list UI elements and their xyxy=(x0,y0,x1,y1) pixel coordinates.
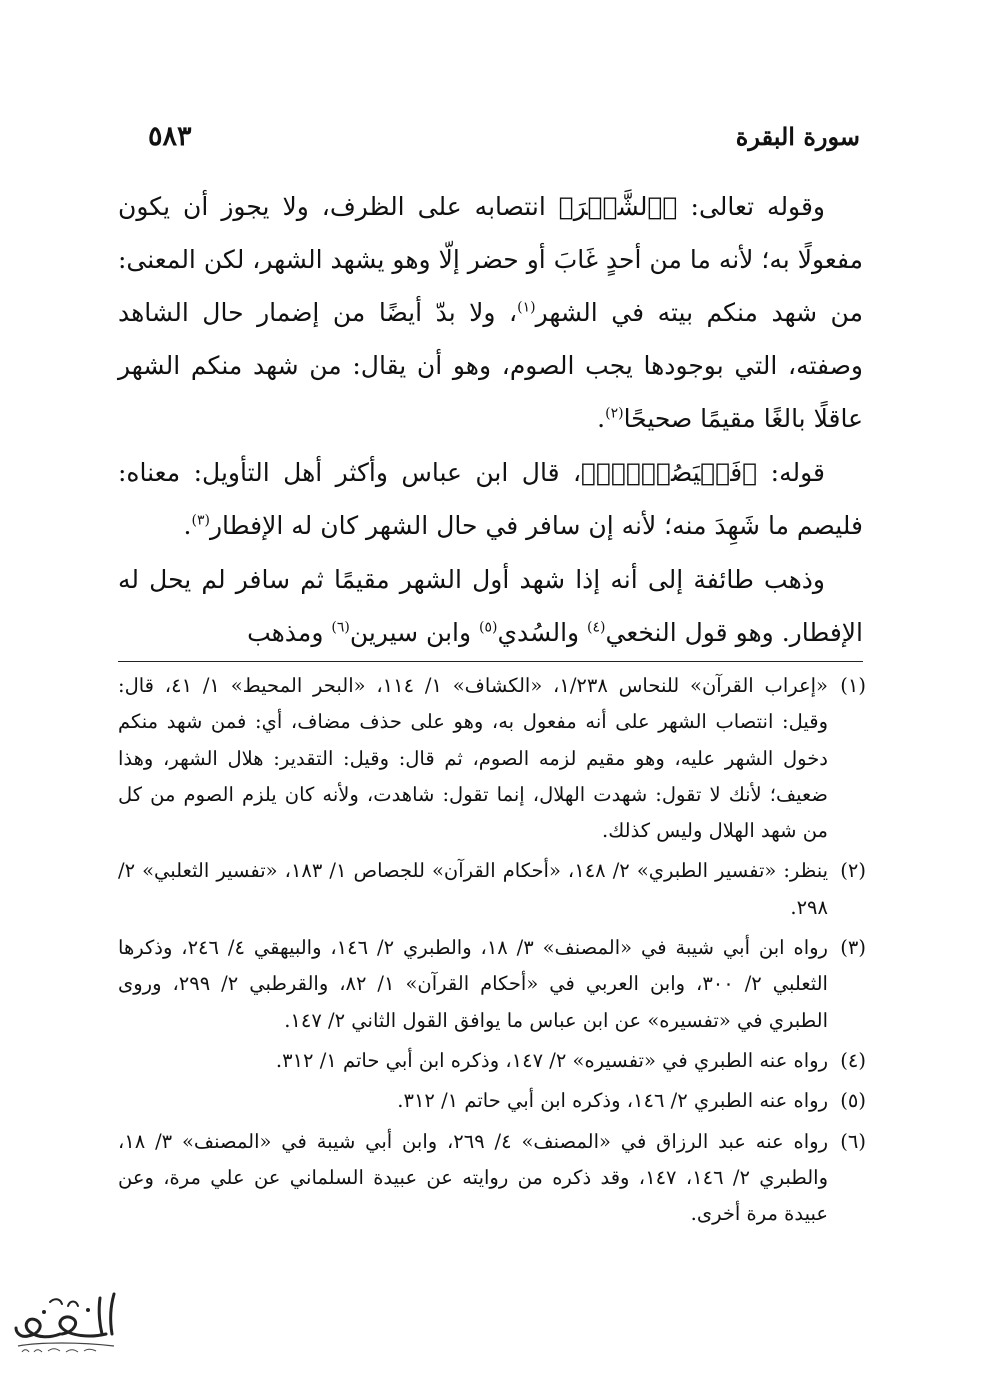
footnote-6 xyxy=(118,1124,866,1233)
paragraph-1-text-c: . xyxy=(597,404,606,433)
paragraph-1 xyxy=(118,180,863,445)
paragraph-2-text-a: قوله: ﴿فَلۡيَصُمۡهُۖ﴾، قال ابن عباس وأكثر أهل التأويل: معناه: فليصم ما شَهِدَ منه؛ لأنه إن سافر في حال الشهر كان له الإفطار xyxy=(118,458,863,540)
footnote-ref-3: (٣) xyxy=(191,512,210,529)
footnote-divider xyxy=(118,661,863,662)
publisher-logo-icon xyxy=(10,1288,120,1358)
footnote-number: (١) xyxy=(840,674,866,697)
paragraph-2 xyxy=(118,446,863,552)
main-text xyxy=(118,180,863,659)
footnote-ref-6: (٦) xyxy=(331,619,350,636)
footnote-ref-2: (٢) xyxy=(605,405,624,422)
footnote-ref-5: (٥) xyxy=(479,619,498,636)
footnote-3 xyxy=(118,930,866,1039)
footnote-2 xyxy=(118,853,866,926)
paragraph-3-text-b: والسُدي xyxy=(497,618,588,647)
paragraph-1-text-b: ، ولا بدّ أيضًا من إضمار حال الشاهد وصفته، التي بوجودها يجب الصوم، وهو أن يقال: من شهد منكم الشهر عاقلًا بالغًا مقيمًا صحيحًا xyxy=(118,298,863,433)
footnote-text: رواه عنه الطبري في «تفسيره» ٢/ ١٤٧، وذكره ابن أبي حاتم ١/ ٣١٢. xyxy=(275,1048,828,1072)
footnote-text: رواه عنه الطبري ٢/ ١٤٦، وذكره ابن أبي حاتم ١/ ٣١٢. xyxy=(397,1089,828,1113)
footnote-number: (٥) xyxy=(840,1089,866,1113)
footnote-text: رواه ابن أبي شيبة في «المصنف» ٣/ ١٨، والطبري ٢/ ١٤٦، والبيهقي ٤/ ٢٤٦، وذكرها الثعلبي ٢/ ٣٠٠، وابن العربي في «أحكام القرآن» ١/ ٨٢، والقرطبي ٢/ ٢٩٩، وروى الطبري في «تفسيره» عن ابن عباس ما يوافق القول الثاني ٢/ ١٤٧. xyxy=(118,936,828,1032)
paragraph-3-text-a: وذهب طائفة إلى أنه إذا شهد أول الشهر مقيمًا ثم سافر لم يحل له الإفطار. وهو قول النخعي xyxy=(118,565,863,647)
footnote-number: (٤) xyxy=(840,1048,866,1072)
paragraph-3-text-c: وابن سيرين xyxy=(349,618,479,647)
footnote-4 xyxy=(118,1043,866,1079)
footnote-text: ينظر: «تفسير الطبري» ٢/ ١٤٨، «أحكام القرآن» للجصاص ١/ ١٨٣، «تفسير الثعلبي» ٢/ ٢٩٨. xyxy=(118,859,829,919)
surah-title: سورة البقرة xyxy=(735,121,860,151)
footnote-text: رواه عنه عبد الرزاق في «المصنف» ٤/ ٢٦٩، وابن أبي شيبة في «المصنف» ٣/ ١٨، والطبري ٢/ ١٤٦، ١٤٧، وقد ذكره من روايته عن عبيدة السلماني عن علي مرة، وعن عبيدة مرة أخرى. xyxy=(118,1129,828,1226)
footnote-number: (٦) xyxy=(840,1129,866,1153)
page-header xyxy=(148,116,860,156)
footnote-number: (٢) xyxy=(840,859,866,883)
page-number: ٥٨٣ xyxy=(148,120,192,152)
footnote-ref-1: (١) xyxy=(517,299,536,316)
paragraph-3 xyxy=(118,553,863,659)
footnote-text: «إعراب القرآن» للنحاس ١/٢٣٨، «الكشاف» ١/ ١١٤، «البحر المحيط» ١/ ٤١، قال: وقيل: انتصاب الشهر على أنه مفعول به، وهو على حذف مضاف، أي: فمن شهد منكم دخول الشهر عليه، وهو مقيم لزمه الصوم، ثم قال: وقيل: التقدير: هلال الشهر، وهذا ضعيف؛ لأنك لا تقول: شهدت الهلال، إنما تقول: شاهدت، ولأنه كان يلزم الصوم من كل من شهد الهلال وليس كذلك. xyxy=(118,674,828,843)
paragraph-3-text-d: ومذهب xyxy=(247,618,332,647)
footnotes xyxy=(118,668,866,1232)
footnote-1 xyxy=(118,668,866,849)
paragraph-1-text-a: وقوله تعالى: ﴿ٱلشَّهۡرَ﴾ انتصابه على الظرف، ولا يجوز أن يكون مفعولًا به؛ لأنه ما من أحدٍ غَابَ أو حضر إلّا وهو يشهد الشهر، لكن المعنى: من شهد منكم بيته في الشهر xyxy=(118,192,863,327)
footnote-ref-4: (٤) xyxy=(587,619,606,636)
footnote-5 xyxy=(118,1083,866,1119)
footnote-number: (٣) xyxy=(840,936,866,960)
paragraph-2-text-b: . xyxy=(183,511,192,540)
